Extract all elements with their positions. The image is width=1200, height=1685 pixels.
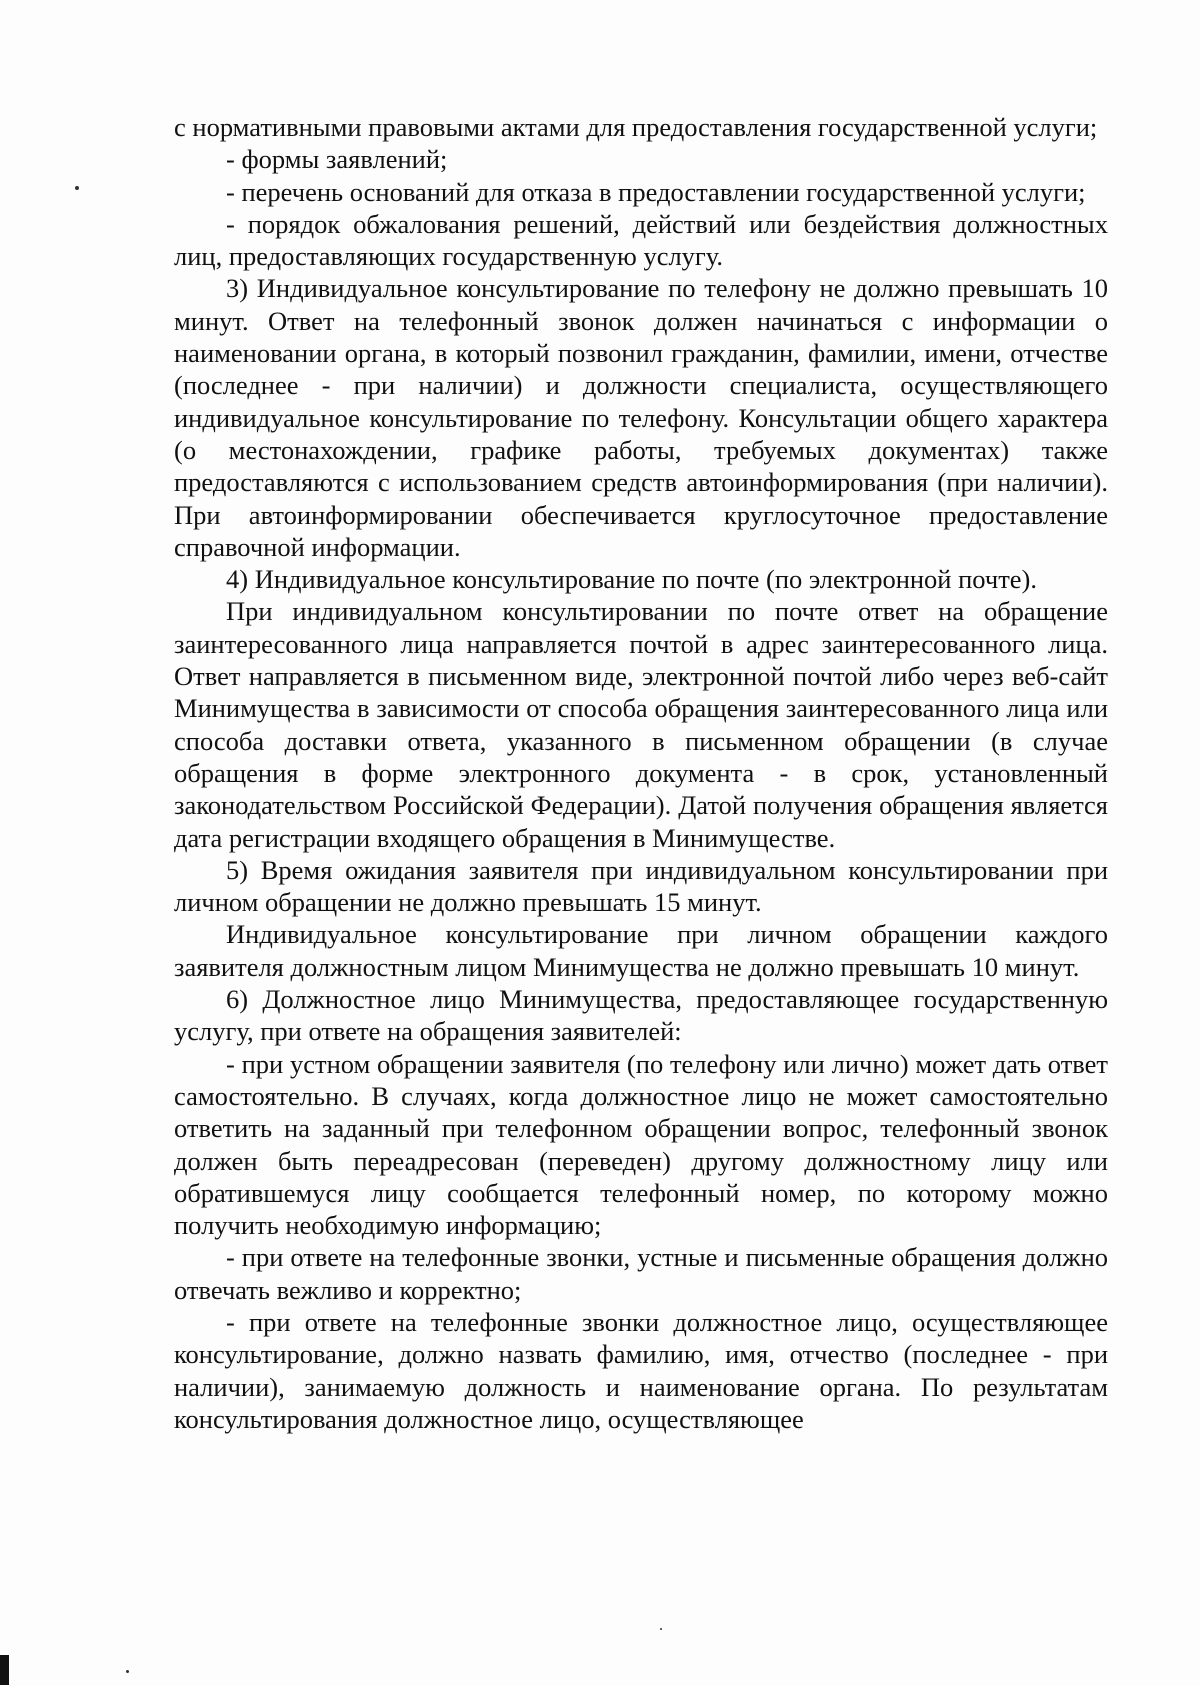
- paragraph: При индивидуальном консультировании по почте ответ на обращение заинтересованного лица направляется почтой в адрес заинтересованного лица. Ответ направляется в письменном виде, электронной почтой либо через веб-сайт Минимущества в зависимости от способа обращения заинтересованного лица или способа доставки ответа, указанного в письменном обращении (в случае обращения в форме электронного документа - в срок, установленный законодательством Российской Федерации). Датой получения обращения является дата регистрации входящего обращения в Минимуществе.: [174, 596, 1108, 853]
- paragraph: - порядок обжалования решений, действий или бездействия должностных лиц, предоставляющих государственную услугу.: [174, 208, 1108, 272]
- scan-speck: [660, 1628, 662, 1630]
- paragraph: - при устном обращении заявителя (по телефону или лично) может дать ответ самостоятельно. В случаях, когда должностное лицо не может самостоятельно ответить на заданный при телефонном обращении вопрос, телефонный звонок должен быть переадресован (переведен) другому должностному лицу или обратившемуся лицу сообщается телефонный номер, по которому можно получить необходимую информацию;: [174, 1048, 1108, 1241]
- paragraph: - при ответе на телефонные звонки должностное лицо, осуществляющее консультирование, должно назвать фамилию, имя, отчество (последнее - при наличии), занимаемую должность и наименование органа. По результатам консультирования должностное лицо, осуществляющее: [174, 1306, 1108, 1434]
- scan-edge-mark: [0, 1655, 9, 1685]
- paragraph: 3) Индивидуальное консультирование по телефону не должно превышать 10 минут. Ответ на телефонный звонок должен начинаться с информации о наименовании органа, в который позвонил гражданин, фамилии, имени, отчестве (последнее - при наличии) и должности специалиста, осуществляющего индивидуальное консультирование по телефону. Консультации общего характера (о местонахождении, графике работы, требуемых документах) также предоставляются с использованием средств автоинформирования (при наличии). При автоинформировании обеспечивается круглосуточное предоставление справочной информации.: [174, 273, 1108, 562]
- paragraph: Индивидуальное консультирование при личном обращении каждого заявителя должностным лицом Минимущества не должно превышать 10 минут.: [174, 919, 1108, 982]
- paragraph: 6) Должностное лицо Минимущества, предоставляющее государственную услугу, при ответе на обращения заявителей:: [174, 984, 1108, 1047]
- paragraph: 5) Время ожидания заявителя при индивидуальном консультировании при личном обращении не должно превышать 15 минут.: [174, 854, 1108, 918]
- paragraph: - формы заявлений;: [226, 144, 448, 175]
- paragraph: - перечень оснований для отказа в предоставлении государственной услуги;: [226, 176, 1086, 207]
- document-body: [174, 111, 1108, 1435]
- paragraph: 4) Индивидуальное консультирование по почте (по электронной почте).: [226, 564, 1037, 595]
- scan-speck: [126, 1670, 129, 1673]
- paragraph: с нормативными правовыми актами для предоставления государственной услуги;: [174, 112, 1098, 142]
- paragraph: - при ответе на телефонные звонки, устные и письменные обращения должно отвечать вежливо и корректно;: [174, 1242, 1108, 1305]
- scan-speck: [75, 186, 79, 190]
